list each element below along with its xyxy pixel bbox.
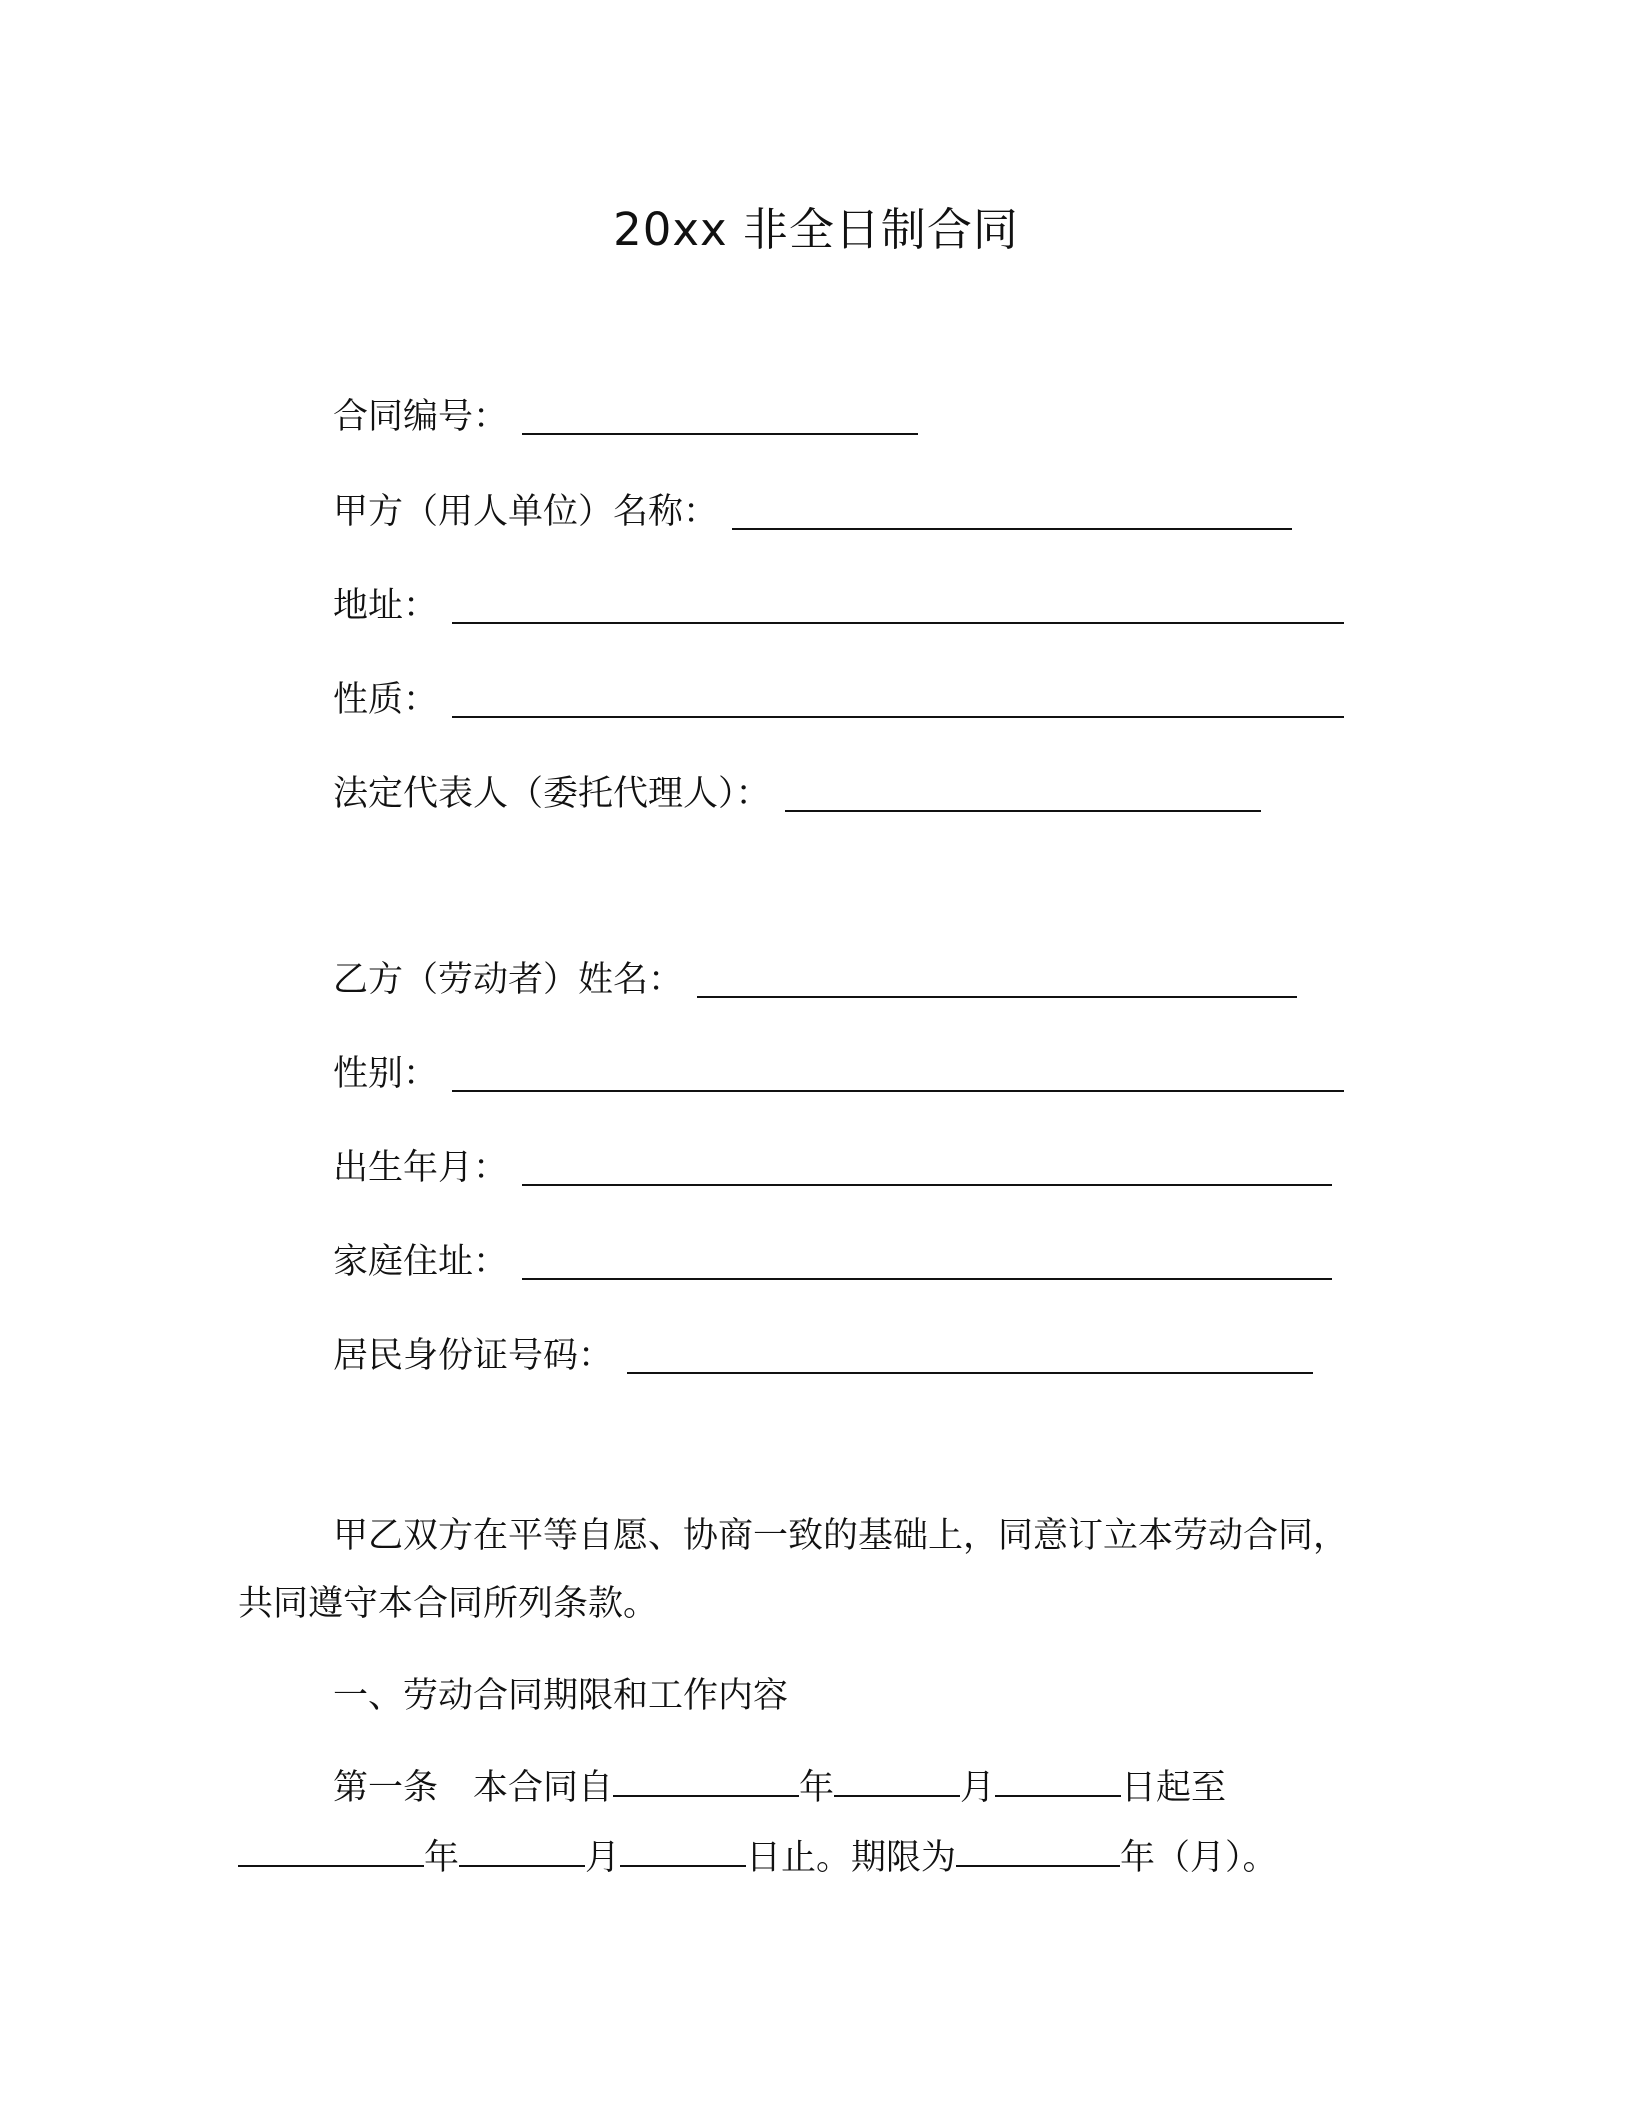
field-party-a-name [333,488,1292,536]
fill-blank[interactable] [834,1795,960,1797]
field-home-address [333,1238,1332,1286]
field-nature [333,676,1344,724]
field-label: 法定代表人（委托代理人）： [333,774,771,814]
day-label: 日起至 [1121,1768,1227,1808]
field-address [333,582,1344,630]
fill-blank[interactable] [238,1865,424,1867]
field-gender [333,1050,1344,1098]
month-label: 月 [960,1768,996,1808]
term-suffix: 年（月）。 [1120,1838,1278,1878]
field-label: 居民身份证号码： [333,1336,614,1376]
field-label: 出生年月： [333,1148,509,1188]
day-label: 日止。期限为 [746,1838,957,1878]
fill-blank[interactable] [620,1865,746,1867]
field-contract-number [333,393,918,441]
fill-blank[interactable] [452,716,1344,718]
field-birth-date [333,1144,1332,1192]
month-label: 月 [585,1838,621,1878]
document-title: 20xx 非全日制合同 [613,203,1019,256]
field-label: 性别： [333,1054,439,1094]
year-label: 年 [799,1768,835,1808]
field-label: 乙方（劳动者）姓名： [333,960,684,1000]
fill-blank[interactable] [522,1184,1332,1186]
article-1-line-1 [333,1764,1226,1812]
field-id-number [333,1332,1313,1380]
fill-blank[interactable] [522,1278,1332,1280]
article-1-line-2 [238,1834,1278,1882]
year-label: 年 [424,1838,460,1878]
fill-blank[interactable] [785,810,1261,812]
field-label: 家庭住址： [333,1242,509,1282]
section-heading: 一、劳动合同期限和工作内容 [333,1676,789,1716]
article-prefix: 第一条 本合同自 [333,1768,614,1808]
field-legal-representative [333,770,1261,818]
fill-blank[interactable] [452,1090,1344,1092]
field-label: 地址： [333,586,439,626]
field-party-b-name [333,956,1297,1004]
fill-blank[interactable] [627,1372,1313,1374]
field-label: 性质： [333,680,439,720]
intro-paragraph-line-1: 甲乙双方在平等自愿、协商一致的基础上，同意订立本劳动合同， [333,1516,1349,1556]
fill-blank[interactable] [732,528,1292,530]
fill-blank[interactable] [697,996,1297,998]
fill-blank[interactable] [459,1865,585,1867]
intro-paragraph-line-2: 共同遵守本合同所列条款。 [238,1584,659,1624]
fill-blank[interactable] [452,622,1344,624]
fill-blank[interactable] [613,1795,799,1797]
fill-blank[interactable] [522,433,918,435]
field-label: 合同编号： [333,397,509,437]
field-label: 甲方（用人单位）名称： [333,492,719,532]
fill-blank[interactable] [995,1795,1121,1797]
fill-blank[interactable] [956,1865,1120,1867]
